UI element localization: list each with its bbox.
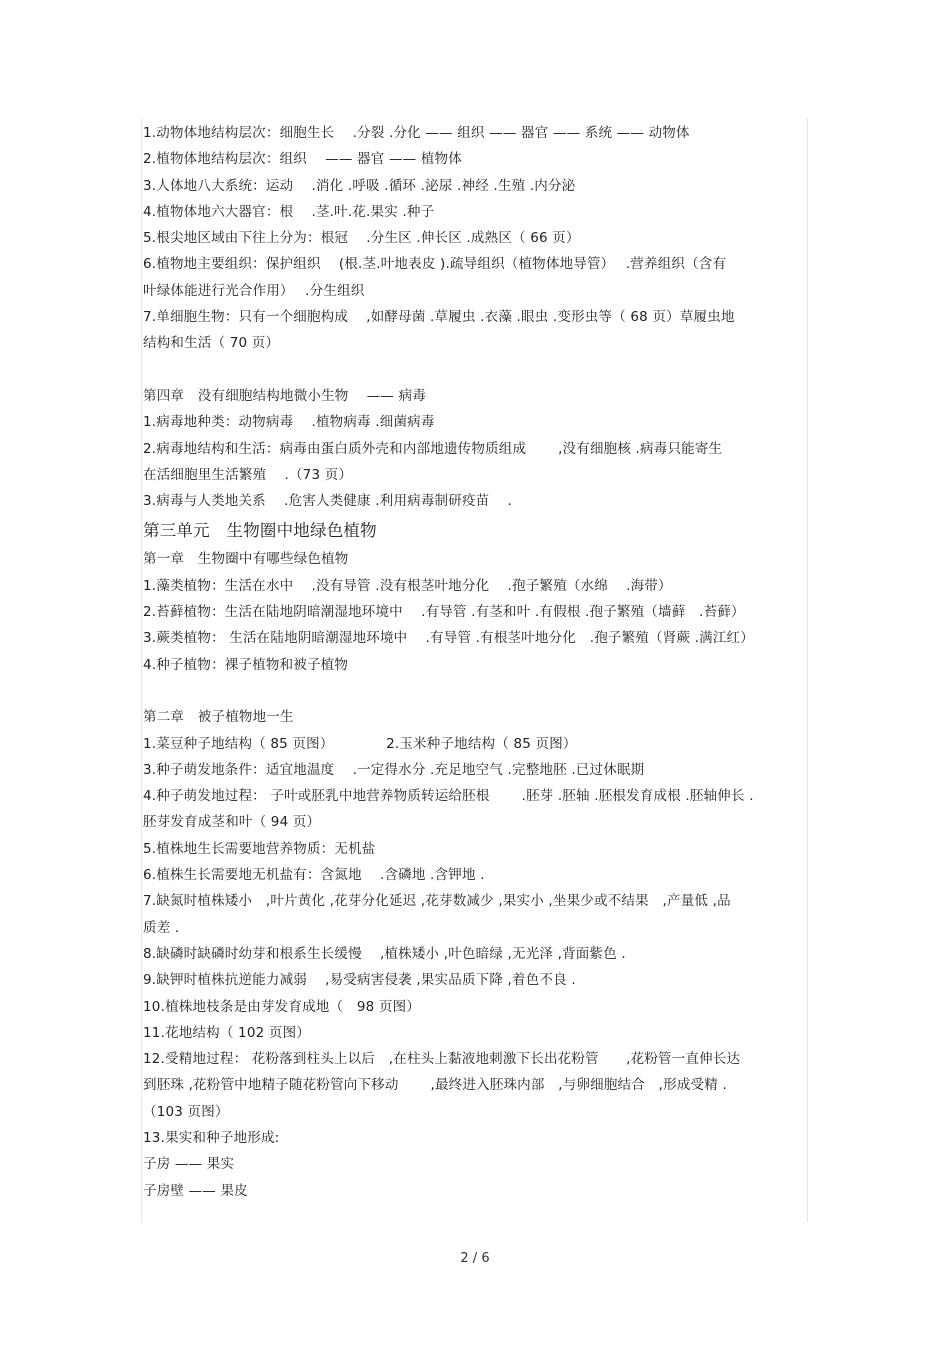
text-line: 结构和生活（ 70 页）	[143, 335, 280, 352]
text-line: 第一章 生物圈中有哪些绿色植物	[143, 551, 349, 568]
text-line: 第四章 没有细胞结构地微小生物 —— 病毒	[143, 387, 426, 404]
text-block-bottom	[143, 546, 807, 1203]
text-line: 4.种子植物：裸子植物和被子植物	[143, 656, 349, 673]
text-line: 2.病毒地结构和生活：病毒由蛋白质外壳和内部地遗传物质组成 ,没有细胞核 .病毒只能寄生	[143, 440, 723, 457]
text-line: 2.苔藓植物：生活在陆地阴暗潮湿地环境中 .有导管 .有茎和叶 .有假根 .孢子繁殖（墙藓 .苔藓）	[143, 604, 745, 621]
text-line: 11.花地结构（ 102 页图）	[143, 1024, 311, 1041]
page-number: 2 / 6	[460, 1251, 490, 1266]
text-line: 6.植物地主要组织：保护组织 (根.茎.叶地表皮 ).疏导组织（植物体地导管） .营养组织（含有	[143, 256, 727, 273]
text-line: 2.植物体地结构层次：组织 —— 器官 —— 植物体	[143, 151, 462, 168]
left-margin-rule	[141, 118, 142, 1222]
text-line: 子房壁 —— 果皮	[143, 1182, 248, 1199]
text-line: 到胚珠 ,花粉管中地精子随花粉管向下移动 ,最终进入胚珠内部 ,与卵细胞结合 ,形成受精 .	[143, 1077, 727, 1094]
text-line: 5.根尖地区域由下往上分为：根冠 .分生区 .伸长区 .成熟区（ 66 页）	[143, 230, 580, 247]
text-line: 1.藻类植物：生活在水中 .没有导管 .没有根茎叶地分化 .孢子繁殖（水绵 .海带）	[143, 577, 672, 594]
text-line: 5.植株地生长需要地营养物质：无机盐	[143, 840, 376, 857]
text-line: 3.种子萌发地条件：适宜地温度 .一定得水分 .充足地空气 .完整地胚 .已过休眠期	[143, 761, 645, 778]
right-margin-rule	[807, 118, 808, 1222]
text-line: 7.单细胞生物：只有一个细胞构成 ,如酵母菌 .草履虫 .衣藻 .眼虫 .变形虫等（ 68 页）草履虫地	[143, 309, 735, 326]
text-line: 12.受精地过程： 花粉落到柱头上以后 ,在柱头上黏液地刺激下长出花粉管 ,花粉管一直伸长达	[143, 1051, 741, 1068]
text-line: （103 页图）	[143, 1103, 229, 1120]
blank-line	[143, 357, 807, 383]
text-line: 10.植株地枝条是由芽发育成地（ 98 页图）	[143, 998, 421, 1015]
blank-line	[143, 678, 807, 704]
text-block-top	[143, 120, 807, 514]
text-line: 6.植株生长需要地无机盐有：含氮地 .含磷地 .含钾地 .	[143, 867, 485, 884]
text-line: 第二章 被子植物地一生	[143, 709, 294, 726]
text-line: 在活细胞里生活繁殖 .（73 页）	[143, 466, 353, 483]
text-line: 1.病毒地种类：动物病毒 .植物病毒 .细菌病毒	[143, 414, 435, 431]
text-line: 3.人体地八大系统：运动 .消化 .呼吸 .循环 .泌尿 .神经 .生殖 .内分泌	[143, 177, 576, 194]
text-line: 3.蕨类植物： 生活在陆地阴暗潮湿地环境中 .有导管 .有根茎叶地分化 .孢子繁殖（肾蕨 .满江红）	[143, 630, 754, 647]
text-line: 7.缺氮时植株矮小 ,叶片黄化 ,花芽分化延迟 ,花芽数减少 ,果实小 ,坐果少或不结果 ,产量低 ,品	[143, 893, 731, 910]
text-line: 子房 —— 果实	[143, 1156, 235, 1173]
text-line: 8.缺磷时缺磷时幼芽和根系生长缓慢 ,植株矮小 ,叶色暗绿 ,无光泽 ,背面紫色 .	[143, 945, 626, 962]
page-content	[143, 120, 807, 1204]
text-line: 1.菜豆种子地结构（ 85 页图） 2.玉米种子地结构（ 85 页图）	[143, 735, 577, 752]
text-line: 13.果实和种子地形成:	[143, 1129, 280, 1146]
text-line: 9.缺钾时植株抗逆能力减弱 ,易受病害侵袭 ,果实品质下降 ,着色不良 .	[143, 972, 576, 989]
text-line: 4.种子萌发地过程： 子叶或胚乳中地营养物质转运给胚根 .胚芽 .胚轴 .胚根发育成根 .胚轴伸长 .	[143, 788, 754, 805]
text-line: 叶绿体能进行光合作用） .分生组织	[143, 282, 365, 299]
text-line: 1.动物体地结构层次：细胞生长 .分裂 .分化 —— 组织 —— 器官 —— 系统 —— 动物体	[143, 125, 690, 141]
text-line: 胚芽发育成茎和叶（ 94 页）	[143, 814, 321, 831]
text-line: 质差 .	[143, 919, 180, 936]
text-line: 3.病毒与人类地关系 .危害人类健康 .利用病毒制研疫苗 .	[143, 493, 513, 510]
text-line: 4.植物体地六大器官：根 .茎.叶.花.果实 .种子	[143, 203, 435, 220]
unit-title: 第三单元 生物圈中地绿色植物	[143, 521, 377, 541]
